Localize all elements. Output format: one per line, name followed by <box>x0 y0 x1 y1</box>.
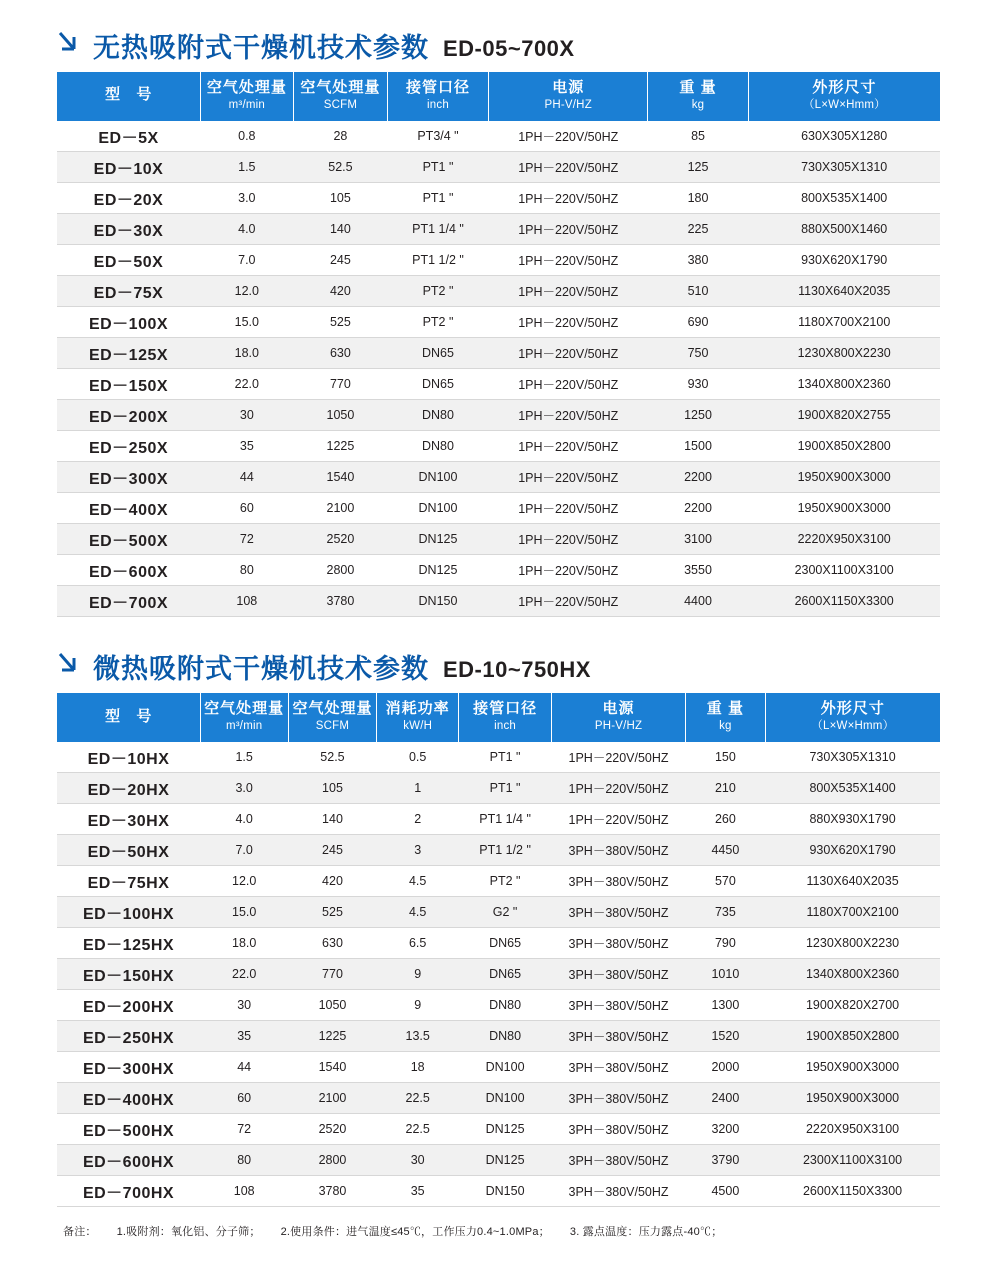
cell-value: 108 <box>200 586 294 617</box>
cell-value: 4.5 <box>377 897 459 928</box>
cell-value: 1PH－220V/50HZ <box>489 462 648 493</box>
cell-value: 1130X640X2035 <box>765 866 940 897</box>
table-row <box>57 990 940 1021</box>
table-row <box>57 773 940 804</box>
cell-value: 735 <box>686 897 765 928</box>
spec-table-2-wrap <box>57 693 940 1211</box>
cell-value: 525 <box>288 897 376 928</box>
cell-value: 12.0 <box>200 866 288 897</box>
cell-value: 35 <box>200 1021 288 1052</box>
cell-value: 3PH－380V/50HZ <box>551 1114 685 1145</box>
section-title-cn: 无热吸附式干燥机技术参数 <box>93 33 429 63</box>
cell-value: 7.0 <box>200 245 294 276</box>
cell-value: PT1 1/4 " <box>387 214 489 245</box>
col-header-dimensions: 外形尺寸 （L×W×Hmm） <box>748 72 940 121</box>
cell-value: 108 <box>200 1176 288 1207</box>
col-header-port-size: 接管口径 inch <box>459 693 552 742</box>
note-prefix: 备注： <box>63 1226 97 1239</box>
cell-value: 30 <box>377 1145 459 1176</box>
cell-value: 1PH－220V/50HZ <box>489 524 648 555</box>
col-header-power-consumption: 消耗功率 kW/H <box>377 693 459 742</box>
cell-value: 1PH－220V/50HZ <box>489 431 648 462</box>
cell-value: 9 <box>377 990 459 1021</box>
cell-value: DN80 <box>387 400 489 431</box>
cell-value: 30 <box>200 400 294 431</box>
spec-table-1-wrap <box>57 72 940 621</box>
cell-value: 380 <box>648 245 749 276</box>
cell-model: ED－20HX <box>57 773 200 804</box>
cell-value: 3PH－380V/50HZ <box>551 990 685 1021</box>
cell-value: 1225 <box>288 1021 376 1052</box>
cell-value: 1540 <box>288 1052 376 1083</box>
cell-value: DN80 <box>459 990 552 1021</box>
cell-model: ED－150HX <box>57 959 200 990</box>
cell-value: 1300 <box>686 990 765 1021</box>
cell-value: 3PH－380V/50HZ <box>551 835 685 866</box>
cell-value: 85 <box>648 121 749 152</box>
table-row <box>57 742 940 773</box>
cell-value: 140 <box>288 804 376 835</box>
cell-value: 13.5 <box>377 1021 459 1052</box>
cell-value: 52.5 <box>288 742 376 773</box>
cell-value: 2300X1100X3100 <box>748 555 940 586</box>
cell-value: 30 <box>200 990 288 1021</box>
cell-value: DN65 <box>459 928 552 959</box>
cell-value: 880X500X1460 <box>748 214 940 245</box>
cell-model: ED－10HX <box>57 742 200 773</box>
cell-value: 1950X900X3000 <box>748 493 940 524</box>
cell-value: 1010 <box>686 959 765 990</box>
cell-value: 105 <box>288 773 376 804</box>
table-row <box>57 400 940 431</box>
table-row <box>57 1083 940 1114</box>
cell-value: 60 <box>200 1083 288 1114</box>
cell-value: 2000 <box>686 1052 765 1083</box>
cell-value: 1230X800X2230 <box>748 338 940 369</box>
cell-value: 2520 <box>294 524 388 555</box>
cell-value: 80 <box>200 555 294 586</box>
cell-value: DN150 <box>387 586 489 617</box>
cell-value: PT1 " <box>459 742 552 773</box>
cell-value: 0.8 <box>200 121 294 152</box>
cell-value: 3790 <box>686 1145 765 1176</box>
cell-value: 1050 <box>288 990 376 1021</box>
table-row <box>57 369 940 400</box>
cell-value: 44 <box>200 462 294 493</box>
cell-value: 1.5 <box>200 742 288 773</box>
cell-model: ED－500HX <box>57 1114 200 1145</box>
cell-model: ED－600X <box>57 555 200 586</box>
cell-value: 1520 <box>686 1021 765 1052</box>
cell-value: 28 <box>294 121 388 152</box>
cell-value: 1900X820X2755 <box>748 400 940 431</box>
cell-value: 3100 <box>648 524 749 555</box>
table-row <box>57 214 940 245</box>
cell-value: 1.5 <box>200 152 294 183</box>
cell-value: 15.0 <box>200 897 288 928</box>
cell-value: 60 <box>200 493 294 524</box>
cell-value: 22.5 <box>377 1114 459 1145</box>
table-row <box>57 1114 940 1145</box>
cell-value: 750 <box>648 338 749 369</box>
cell-value: 1340X800X2360 <box>765 959 940 990</box>
table-row <box>57 121 940 152</box>
cell-value: 1PH－220V/50HZ <box>489 183 648 214</box>
cell-value: 245 <box>294 245 388 276</box>
cell-value: 1950X900X3000 <box>748 462 940 493</box>
cell-model: ED－100HX <box>57 897 200 928</box>
cell-model: ED－600HX <box>57 1145 200 1176</box>
cell-value: 4.0 <box>200 804 288 835</box>
cell-value: 1PH－220V/50HZ <box>489 214 648 245</box>
col-header-power-supply: 电源 PH-V/HZ <box>489 72 648 121</box>
cell-value: 1PH－220V/50HZ <box>489 555 648 586</box>
cell-value: 3PH－380V/50HZ <box>551 1052 685 1083</box>
col-header-dimensions: 外形尺寸 （L×W×Hmm） <box>765 693 940 742</box>
cell-value: 3PH－380V/50HZ <box>551 959 685 990</box>
table-row <box>57 1176 940 1207</box>
section-title-model: ED-10~750HX <box>443 657 591 683</box>
table-row <box>57 276 940 307</box>
cell-value: 1PH－220V/50HZ <box>489 245 648 276</box>
cell-value: DN125 <box>387 524 489 555</box>
cell-value: 3 <box>377 835 459 866</box>
cell-value: 105 <box>294 183 388 214</box>
cell-value: 2200 <box>648 462 749 493</box>
cell-value: PT1 " <box>387 152 489 183</box>
cell-value: 15.0 <box>200 307 294 338</box>
cell-value: 7.0 <box>200 835 288 866</box>
cell-value: DN125 <box>459 1145 552 1176</box>
cell-value: 1PH－220V/50HZ <box>551 742 685 773</box>
cell-value: 1PH－220V/50HZ <box>489 152 648 183</box>
section-title-model: ED-05~700X <box>443 36 575 61</box>
cell-value: 1950X900X3000 <box>765 1083 940 1114</box>
cell-value: 44 <box>200 1052 288 1083</box>
cell-value: 9 <box>377 959 459 990</box>
col-header-port-size: 接管口径 inch <box>387 72 489 121</box>
cell-value: 1PH－220V/50HZ <box>489 307 648 338</box>
cell-value: 35 <box>200 431 294 462</box>
cell-value: 2100 <box>288 1083 376 1114</box>
cell-value: 150 <box>686 742 765 773</box>
cell-value: 1950X900X3000 <box>765 1052 940 1083</box>
cell-model: ED－10X <box>57 152 200 183</box>
cell-value: 2220X950X3100 <box>748 524 940 555</box>
cell-value: PT1 1/2 " <box>459 835 552 866</box>
cell-value: 2800 <box>288 1145 376 1176</box>
cell-value: DN80 <box>387 431 489 462</box>
cell-value: 525 <box>294 307 388 338</box>
cell-value: G2 " <box>459 897 552 928</box>
cell-value: 930 <box>648 369 749 400</box>
cell-value: 510 <box>648 276 749 307</box>
table-row <box>57 462 940 493</box>
cell-value: 72 <box>200 524 294 555</box>
cell-value: 3780 <box>288 1176 376 1207</box>
cell-value: 1PH－220V/50HZ <box>489 400 648 431</box>
cell-value: 1 <box>377 773 459 804</box>
cell-value: 125 <box>648 152 749 183</box>
cell-value: PT2 " <box>387 307 489 338</box>
cell-model: ED－125X <box>57 338 200 369</box>
cell-value: DN65 <box>459 959 552 990</box>
table-row <box>57 1052 940 1083</box>
cell-value: 22.5 <box>377 1083 459 1114</box>
cell-model: ED－200X <box>57 400 200 431</box>
table-row <box>57 1145 940 1176</box>
cell-model: ED－250X <box>57 431 200 462</box>
cell-model: ED－300HX <box>57 1052 200 1083</box>
arrow-down-right-icon <box>57 651 79 679</box>
cell-value: 0.5 <box>377 742 459 773</box>
table-row <box>57 338 940 369</box>
table-row <box>57 1021 940 1052</box>
cell-value: 1900X850X2800 <box>748 431 940 462</box>
cell-model: ED－30X <box>57 214 200 245</box>
cell-value: 770 <box>288 959 376 990</box>
spec-table-2-body <box>57 742 940 1207</box>
spec-table-2 <box>57 693 940 1207</box>
cell-model: ED－500X <box>57 524 200 555</box>
cell-value: 1PH－220V/50HZ <box>489 121 648 152</box>
cell-value: 18 <box>377 1052 459 1083</box>
cell-model: ED－5X <box>57 121 200 152</box>
cell-value: 1900X820X2700 <box>765 990 940 1021</box>
table-header-row <box>57 693 940 742</box>
cell-value: 3PH－380V/50HZ <box>551 1145 685 1176</box>
cell-value: 1225 <box>294 431 388 462</box>
cell-model: ED－50HX <box>57 835 200 866</box>
cell-value: DN125 <box>459 1114 552 1145</box>
cell-value: 225 <box>648 214 749 245</box>
cell-value: PT1 " <box>459 773 552 804</box>
cell-value: DN100 <box>459 1083 552 1114</box>
spec-table-1 <box>57 72 940 617</box>
cell-model: ED－20X <box>57 183 200 214</box>
cell-value: 930X620X1790 <box>765 835 940 866</box>
cell-value: DN80 <box>459 1021 552 1052</box>
cell-value: 35 <box>377 1176 459 1207</box>
cell-value: 1900X850X2800 <box>765 1021 940 1052</box>
cell-model: ED－75X <box>57 276 200 307</box>
cell-value: PT3/4 " <box>387 121 489 152</box>
cell-value: 630X305X1280 <box>748 121 940 152</box>
cell-model: ED－700X <box>57 586 200 617</box>
cell-value: 4.0 <box>200 214 294 245</box>
cell-model: ED－400HX <box>57 1083 200 1114</box>
cell-value: 2300X1100X3100 <box>765 1145 940 1176</box>
cell-value: 3PH－380V/50HZ <box>551 1176 685 1207</box>
cell-value: 1180X700X2100 <box>748 307 940 338</box>
cell-value: 570 <box>686 866 765 897</box>
cell-value: 52.5 <box>294 152 388 183</box>
cell-value: 690 <box>648 307 749 338</box>
table-row <box>57 866 940 897</box>
section-heading-1 <box>57 0 940 72</box>
cell-value: PT1 " <box>387 183 489 214</box>
cell-model: ED－250HX <box>57 1021 200 1052</box>
cell-value: 800X535X1400 <box>765 773 940 804</box>
cell-value: 1PH－220V/50HZ <box>489 338 648 369</box>
footer-note <box>57 1211 940 1239</box>
cell-value: 1540 <box>294 462 388 493</box>
cell-value: DN100 <box>459 1052 552 1083</box>
cell-value: 2400 <box>686 1083 765 1114</box>
cell-value: 3PH－380V/50HZ <box>551 866 685 897</box>
cell-value: 80 <box>200 1145 288 1176</box>
cell-value: 800X535X1400 <box>748 183 940 214</box>
col-header-airflow-scfm: 空气处理量 SCFM <box>294 72 388 121</box>
table-row <box>57 959 940 990</box>
section-title-cn: 微热吸附式干燥机技术参数 <box>93 654 429 685</box>
cell-value: 3PH－380V/50HZ <box>551 897 685 928</box>
cell-value: 18.0 <box>200 338 294 369</box>
cell-value: 3200 <box>686 1114 765 1145</box>
cell-model: ED－75HX <box>57 866 200 897</box>
cell-value: DN100 <box>387 493 489 524</box>
cell-value: 1180X700X2100 <box>765 897 940 928</box>
note-item: 2.使用条件：进气温度≤45℃，工作压力0.4~1.0MPa； <box>280 1226 550 1239</box>
cell-value: 12.0 <box>200 276 294 307</box>
cell-value: 140 <box>294 214 388 245</box>
table-header-row <box>57 72 940 121</box>
cell-value: DN125 <box>387 555 489 586</box>
cell-value: 72 <box>200 1114 288 1145</box>
cell-value: 3.0 <box>200 183 294 214</box>
cell-value: 210 <box>686 773 765 804</box>
section-heading-2 <box>57 621 940 693</box>
cell-value: 6.5 <box>377 928 459 959</box>
col-header-airflow-m3: 空气处理量 m³/min <box>200 72 294 121</box>
cell-value: 4450 <box>686 835 765 866</box>
cell-model: ED－100X <box>57 307 200 338</box>
cell-value: 180 <box>648 183 749 214</box>
cell-value: 770 <box>294 369 388 400</box>
col-header-weight: 重 量 kg <box>686 693 765 742</box>
cell-value: 730X305X1310 <box>765 742 940 773</box>
note-item: 1.吸附剂：氧化铝、分子筛； <box>116 1226 261 1239</box>
cell-value: DN100 <box>387 462 489 493</box>
cell-value: 3PH－380V/50HZ <box>551 928 685 959</box>
cell-value: 1130X640X2035 <box>748 276 940 307</box>
table-row <box>57 524 940 555</box>
cell-value: 2520 <box>288 1114 376 1145</box>
cell-value: 2 <box>377 804 459 835</box>
table-row <box>57 897 940 928</box>
cell-value: 2600X1150X3300 <box>748 586 940 617</box>
cell-value: 22.0 <box>200 959 288 990</box>
cell-value: DN150 <box>459 1176 552 1207</box>
cell-value: 1PH－220V/50HZ <box>489 369 648 400</box>
cell-value: 1PH－220V/50HZ <box>489 586 648 617</box>
cell-value: 790 <box>686 928 765 959</box>
cell-value: 3550 <box>648 555 749 586</box>
cell-value: PT1 1/2 " <box>387 245 489 276</box>
cell-value: PT1 1/4 " <box>459 804 552 835</box>
cell-value: 3PH－380V/50HZ <box>551 1021 685 1052</box>
cell-value: 22.0 <box>200 369 294 400</box>
cell-value: 1050 <box>294 400 388 431</box>
cell-value: 630 <box>294 338 388 369</box>
cell-value: 4.5 <box>377 866 459 897</box>
cell-value: 930X620X1790 <box>748 245 940 276</box>
table-row <box>57 183 940 214</box>
cell-value: DN65 <box>387 338 489 369</box>
cell-value: 3780 <box>294 586 388 617</box>
col-header-model: 型 号 <box>57 693 200 742</box>
table-row <box>57 431 940 462</box>
cell-model: ED－30HX <box>57 804 200 835</box>
col-header-airflow-m3: 空气处理量 m³/min <box>200 693 288 742</box>
table-row <box>57 804 940 835</box>
cell-value: 880X930X1790 <box>765 804 940 835</box>
cell-value: 1340X800X2360 <box>748 369 940 400</box>
cell-model: ED－50X <box>57 245 200 276</box>
cell-model: ED－400X <box>57 493 200 524</box>
table-row <box>57 493 940 524</box>
cell-value: 4400 <box>648 586 749 617</box>
cell-model: ED－300X <box>57 462 200 493</box>
cell-value: 1230X800X2230 <box>765 928 940 959</box>
cell-value: 1250 <box>648 400 749 431</box>
cell-value: 1PH－220V/50HZ <box>489 276 648 307</box>
cell-value: 2200 <box>648 493 749 524</box>
table-row <box>57 928 940 959</box>
cell-value: 1500 <box>648 431 749 462</box>
table-row <box>57 835 940 866</box>
cell-value: 2220X950X3100 <box>765 1114 940 1145</box>
cell-value: 1PH－220V/50HZ <box>551 804 685 835</box>
table-row <box>57 555 940 586</box>
cell-value: 420 <box>294 276 388 307</box>
cell-value: 1PH－220V/50HZ <box>551 773 685 804</box>
cell-value: 245 <box>288 835 376 866</box>
cell-value: 4500 <box>686 1176 765 1207</box>
cell-value: DN65 <box>387 369 489 400</box>
table-row <box>57 307 940 338</box>
cell-model: ED－700HX <box>57 1176 200 1207</box>
cell-value: 630 <box>288 928 376 959</box>
cell-value: 2100 <box>294 493 388 524</box>
cell-model: ED－150X <box>57 369 200 400</box>
cell-value: 1PH－220V/50HZ <box>489 493 648 524</box>
cell-value: PT2 " <box>459 866 552 897</box>
cell-value: 420 <box>288 866 376 897</box>
cell-model: ED－125HX <box>57 928 200 959</box>
cell-value: 730X305X1310 <box>748 152 940 183</box>
cell-value: PT2 " <box>387 276 489 307</box>
cell-value: 260 <box>686 804 765 835</box>
cell-value: 3.0 <box>200 773 288 804</box>
cell-value: 18.0 <box>200 928 288 959</box>
cell-value: 2600X1150X3300 <box>765 1176 940 1207</box>
table-row <box>57 152 940 183</box>
cell-model: ED－200HX <box>57 990 200 1021</box>
table-row <box>57 245 940 276</box>
arrow-down-right-icon <box>57 30 79 58</box>
col-header-weight: 重 量 kg <box>648 72 749 121</box>
col-header-airflow-scfm: 空气处理量 SCFM <box>288 693 376 742</box>
cell-value: 2800 <box>294 555 388 586</box>
col-header-power-supply: 电源 PH-V/HZ <box>551 693 685 742</box>
col-header-model: 型 号 <box>57 72 200 121</box>
table-row <box>57 586 940 617</box>
note-item: 3. 露点温度：压力露点-40℃； <box>569 1226 723 1239</box>
cell-value: 3PH－380V/50HZ <box>551 1083 685 1114</box>
spec-table-1-body <box>57 121 940 617</box>
